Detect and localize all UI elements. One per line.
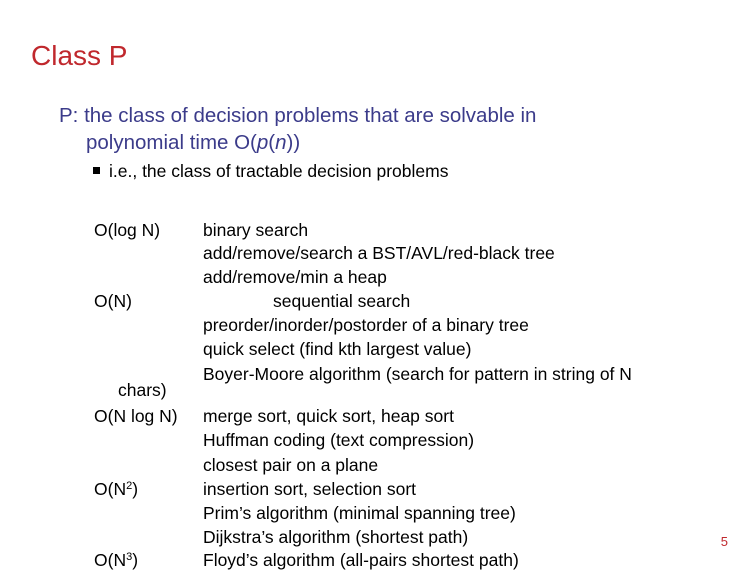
example-boyer-moore-continued: chars) (118, 380, 167, 400)
definition-line-1: P: the class of decision problems that are solvable in (59, 104, 537, 127)
class-p-definition (59, 102, 536, 156)
complexity-n-squared-base: O(N (94, 479, 127, 499)
example-floyds-algorithm: Floyd’s algorithm (all-pairs shortest path) (203, 550, 519, 570)
complexity-n-squared (94, 479, 138, 499)
example-binary-search: binary search (203, 220, 309, 240)
definition-close-parens: )) (286, 131, 301, 154)
definition-p-variable: p (256, 131, 269, 154)
slide-title: Class P (31, 40, 128, 71)
definition-n-variable: n (275, 131, 287, 154)
square-bullet-icon (93, 167, 100, 174)
example-sequential-search: sequential search (273, 291, 411, 311)
complexity-n-squared-close: ) (132, 479, 139, 499)
complexity-n-squared-exponent: 2 (126, 480, 133, 492)
complexity-n-log-n: O(N log N) (94, 406, 178, 426)
definition-line-2 (59, 129, 536, 156)
complexity-n-cubed (94, 550, 138, 570)
tractable-bullet-text: i.e., the class of tractable decision problems (109, 161, 449, 181)
example-huffman-coding: Huffman coding (text compression) (203, 430, 475, 450)
complexity-n-cubed-base: O(N (94, 550, 127, 570)
page-number: 5 (720, 534, 728, 549)
complexity-n: O(N) (94, 291, 132, 311)
example-tree-traversal: preorder/inorder/postorder of a binary tree (203, 315, 529, 335)
example-closest-pair: closest pair on a plane (203, 455, 379, 475)
example-n-log-n-sorts: merge sort, quick sort, heap sort (203, 406, 454, 426)
example-prims-algorithm: Prim’s algorithm (minimal spanning tree) (203, 503, 516, 523)
example-boyer-moore: Boyer-Moore algorithm (search for pattern in string of N (203, 364, 632, 384)
complexity-n-cubed-close: ) (132, 550, 139, 570)
example-quick-select: quick select (find kth largest value) (203, 339, 472, 359)
example-bst-operations: add/remove/search a BST/AVL/red-black tree (203, 243, 555, 263)
example-dijkstras-algorithm: Dijkstra’s algorithm (shortest path) (203, 527, 469, 547)
complexity-n-cubed-exponent: 3 (126, 551, 133, 563)
example-heap-operations: add/remove/min a heap (203, 267, 387, 287)
example-quadratic-sorts: insertion sort, selection sort (203, 479, 417, 499)
definition-line-2-prefix: polynomial time O( (86, 131, 257, 154)
complexity-log-n: O(log N) (94, 220, 161, 240)
tractable-bullet (93, 161, 448, 182)
definition-open-paren: ( (268, 131, 276, 154)
